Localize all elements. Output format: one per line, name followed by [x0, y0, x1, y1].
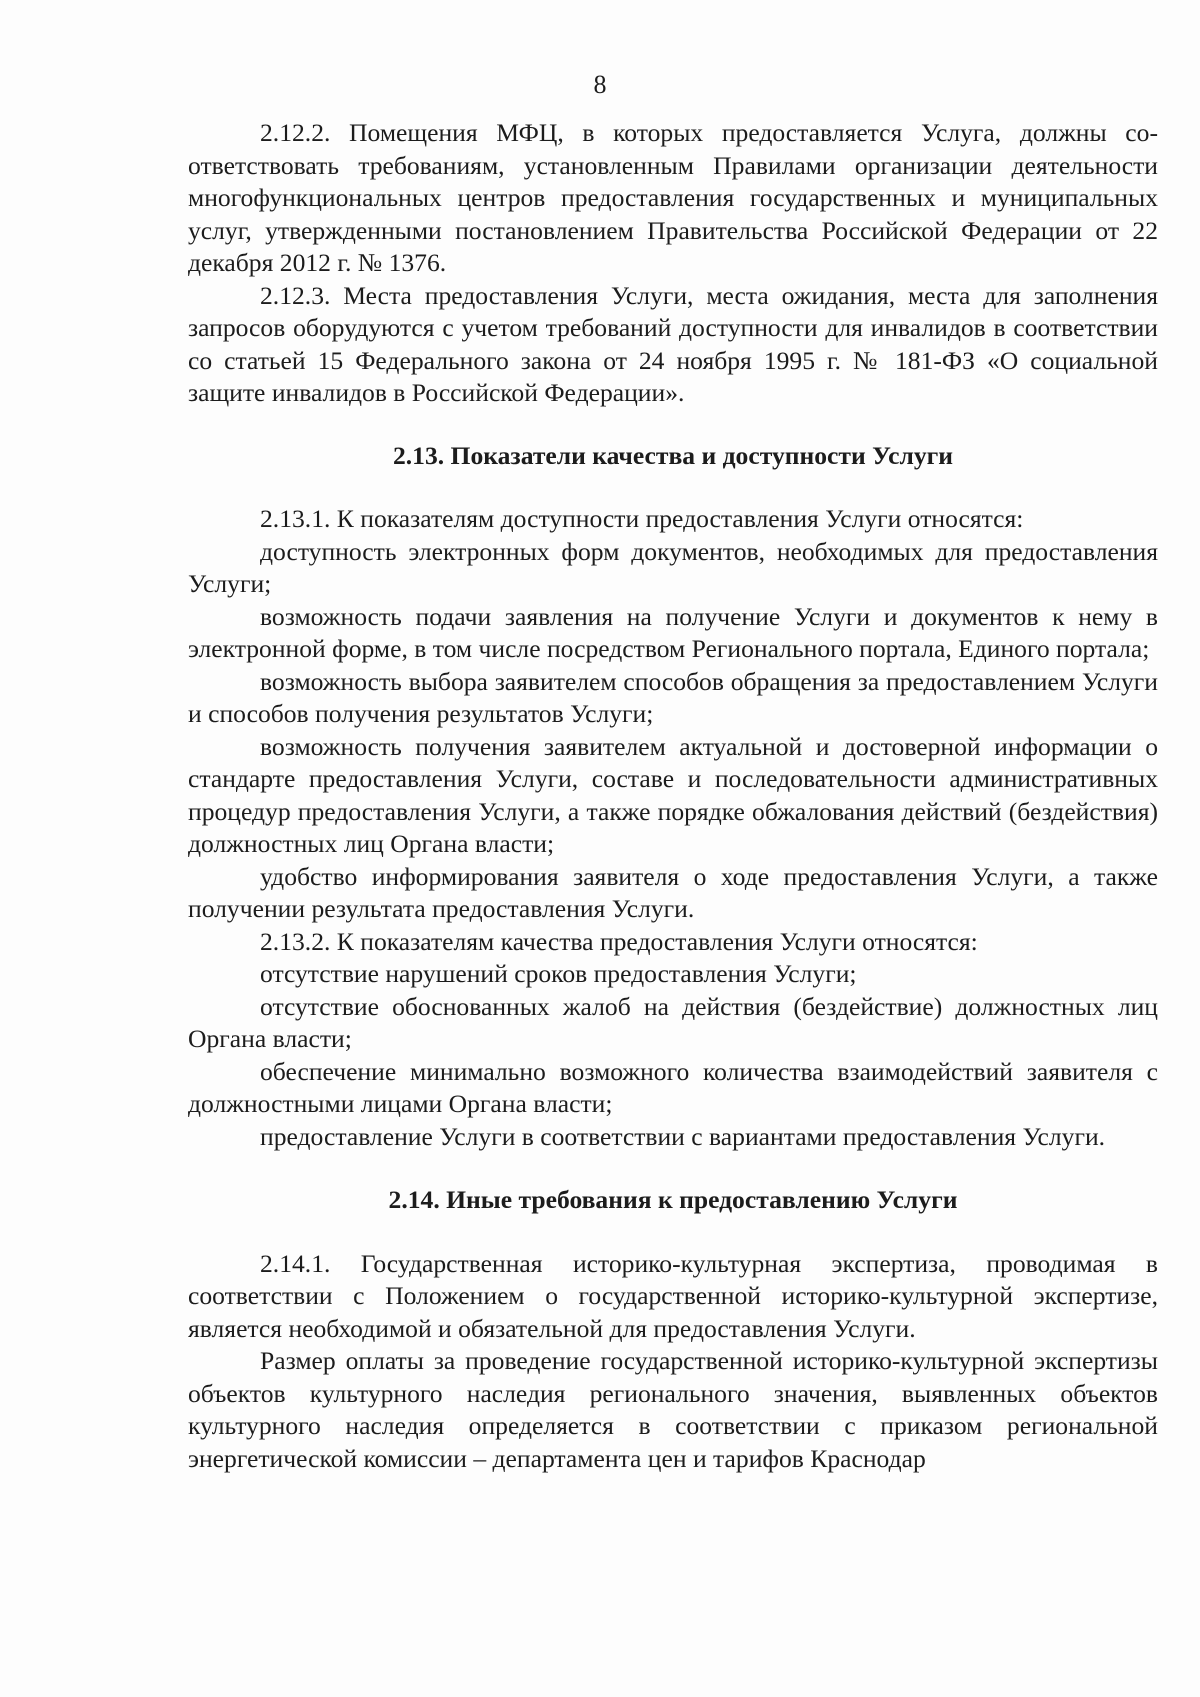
paragraph-payment: Размер оплаты за проведение государственной историко-культурной экспертизы объектов культурного наследия регионального значения, выявленных объектов культурного наследия определяется в соответствии с приказом региональной энергетической комиссии – департамента цен и тарифов Краснодар: [188, 1346, 1158, 1473]
paragraph-2-12-2: 2.12.2. Помещения МФЦ, в которых предоставляется Услуга, должны соответствовать требованиям, установленным Правилами организации деятельности многофункциональных центров предоставления государственных и муниципальных услуг, утвержденными постановлением Правительства Российской Федерации от 22 декабря 2012 г. № 1376.: [188, 118, 1158, 277]
spacer: [188, 472, 1158, 503]
list-item: возможность выбора заявителем способов обращения за предоставлением Услуги и способов получения результатов Услуги;: [188, 666, 1158, 728]
page-number: 8: [593, 70, 607, 99]
paragraph-2-14-1: 2.14.1. Государственная историко-культурная экспертиза, проводимая в соответствии с Положением о государственной историко-культурной экспертизе, является необходимой и обязательной для предоставления Услуги.: [188, 1248, 1158, 1343]
list-item: возможность получения заявителем актуальной и достоверной информации о стандарте предоставления Услуги, составе и последовательности административных процедур предоставления Услуги, а также порядке обжалования действий (бездействия) должностных лиц Органа власти;: [188, 731, 1158, 858]
paragraph-2-12-3: 2.12.3. Места предоставления Услуги, места ожидания, места для заполнения запросов оборудуются с учетом требований доступности для инвалидов в соответствии со статьей 15 Федерального закона от 24 ноября 1995 г. № 181-ФЗ «О социальной защите инвалидов в Российской Федерации».: [188, 280, 1158, 407]
document-body: [188, 117, 1158, 1475]
section-heading-2-14: 2.14. Иные требования к предоставлению Услуги: [388, 1185, 958, 1214]
list-item: предоставление Услуги в соответствии с вариантами предоставления Услуги.: [260, 1121, 1106, 1151]
list-item: удобство информирования заявителя о ходе предоставления Услуги, а также получении результата предоставления Услуги.: [188, 861, 1158, 923]
list-item: возможность подачи заявления на получение Услуги и документов к нему в электронной форме, в том числе посредством Регионального портала, Единого портала;: [188, 601, 1158, 663]
paragraph-2-13-1: 2.13.1. К показателям доступности предоставления Услуги относятся:: [260, 504, 1024, 533]
spacer: [188, 410, 1158, 440]
spacer: [188, 1153, 1158, 1184]
list-item: отсутствие нарушений сроков предоставления Услуги;: [260, 959, 857, 988]
list-item: обеспечение минимально возможного количества взаимодействий заявителя с должностными лицами Органа власти;: [188, 1056, 1158, 1118]
list-item: отсутствие обоснованных жалоб на действия (бездействие) должностных лиц Органа власти;: [188, 991, 1158, 1053]
section-heading-2-13: 2.13. Показатели качества и доступности Услуги: [392, 440, 954, 470]
paragraph-2-13-2: 2.13.2. К показателям качества предоставления Услуги относятся:: [260, 926, 978, 956]
list-item: доступность электронных форм документов, необходимых для предоставления Услуги;: [188, 536, 1158, 598]
spacer: [188, 1217, 1158, 1248]
